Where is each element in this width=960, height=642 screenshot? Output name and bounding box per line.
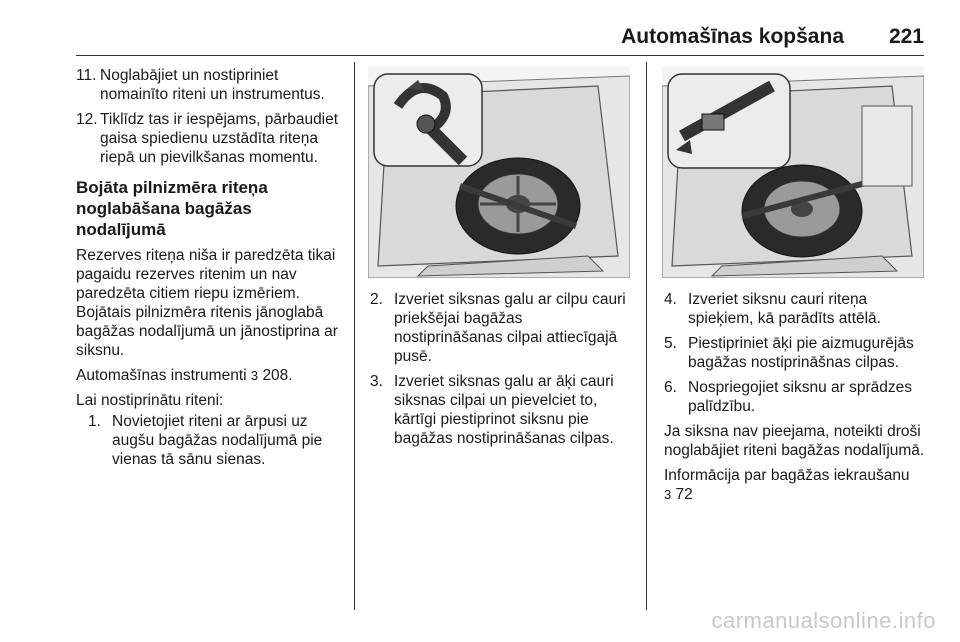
page-ref-icon: 3 xyxy=(250,368,259,383)
trunk-illustration-2 xyxy=(662,66,924,278)
step-number: 4. xyxy=(664,291,677,308)
step-text: Novietojiet riteni ar ārpusi uz augšu bagāžas nodalījumā pie vienas tā sānu sienas. xyxy=(112,413,323,468)
header-rule xyxy=(76,55,924,56)
column-divider-1 xyxy=(354,62,355,610)
watermark: carmanualsonline.info xyxy=(711,608,936,633)
step-1 xyxy=(88,412,344,469)
figure-strap-loop xyxy=(368,66,630,278)
paragraph: Rezerves riteņa niša ir paredzēta tikai pagaidu rezerves ritenim un nav paredzēta citiem riepu izmēriem. Bojātais pilnizmēra ritenis jānoglabā bagāžas nodalījumā un jānostiprina ar siksnu. xyxy=(76,247,338,359)
step-number: 5. xyxy=(664,335,677,352)
section-heading: Bojāta pilnizmēra riteņa noglabāšana bagāžas nodalījumā xyxy=(76,178,268,239)
tools-reference: Automašīnas instrumenti 3 208. xyxy=(76,367,293,384)
step-number: 12. xyxy=(76,111,98,128)
column-3 xyxy=(664,290,926,510)
page-ref-icon: 3 xyxy=(664,487,672,502)
step-text: Izveriet siksnas galu ar āķi cauri siksnas cilpai un pievelciet to, kārtīgi piestiprinot siksnu pie bagāžas nostiprināšanas cilpas. xyxy=(394,373,614,447)
step-text: Piestipriniet āķi pie aizmugurējās bagāžas nostiprināšnas cilpas. xyxy=(688,335,914,371)
step-12 xyxy=(76,110,344,167)
column-1 xyxy=(76,66,344,475)
column-2 xyxy=(370,290,634,454)
step-3 xyxy=(370,372,634,448)
step-number: 3. xyxy=(370,373,383,390)
step-number: 6. xyxy=(664,379,677,396)
page-header xyxy=(76,25,924,53)
step-text: Izveriet siksnu cauri riteņa spieķiem, kā parādīts attēlā. xyxy=(688,291,881,327)
loading-info-reference: Informācija par bagāžas iekraušanu 3 72 xyxy=(664,467,910,503)
column-divider-2 xyxy=(646,62,647,610)
step-5 xyxy=(664,334,926,372)
step-number: 11. xyxy=(76,67,97,84)
step-number: 1. xyxy=(88,413,101,430)
step-text: Izveriet siksnas galu ar cilpu cauri priekšējai bagāžas nostiprināšanas cilpai attiecīgajā pusē. xyxy=(394,291,626,365)
page-title: Automašīnas kopšana xyxy=(621,25,844,48)
step-number: 2. xyxy=(370,291,383,308)
step-2 xyxy=(370,290,634,366)
trunk-illustration-1 xyxy=(368,66,630,278)
step-6 xyxy=(664,378,926,416)
step-text: Tiklīdz tas ir iespējams, pārbaudiet gaisa spiedienu uzstādīta riteņa riepā un pievilkšanas momentu. xyxy=(100,111,339,166)
step-text: Noglabājiet un nostipriniet nomainīto riteni un instrumentus. xyxy=(100,67,325,103)
step-11 xyxy=(76,66,344,104)
step-text: Nospriegojiet siksnu ar sprādzes palīdzību. xyxy=(688,379,912,415)
figure-strap-hook xyxy=(662,66,924,278)
paragraph: Ja siksna nav pieejama, noteikti droši noglabājiet riteni bagāžas nodalījumā. xyxy=(664,423,925,459)
page-number: 221 xyxy=(888,25,924,48)
secure-intro: Lai nostiprinātu riteni: xyxy=(76,392,224,409)
step-4 xyxy=(664,290,926,328)
